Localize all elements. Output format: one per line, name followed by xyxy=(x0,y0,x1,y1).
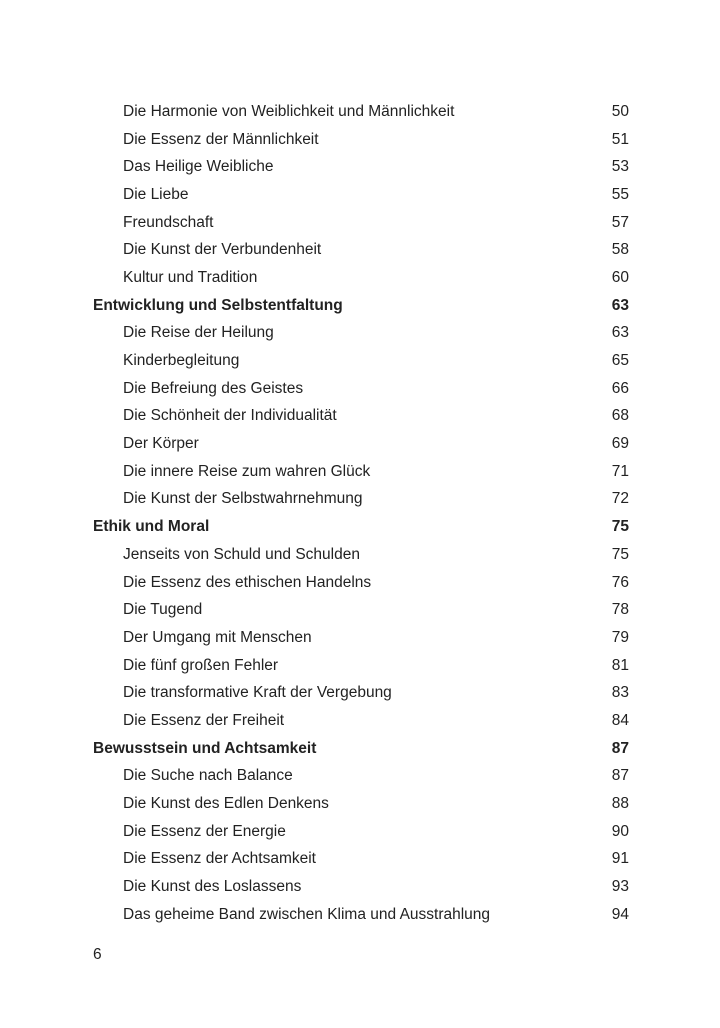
toc-entry[interactable] xyxy=(93,430,629,458)
toc-section-entry[interactable] xyxy=(93,735,629,763)
toc-entry-title: Entwicklung und Selbstentfaltung xyxy=(93,296,343,314)
toc-entry-page: 75 xyxy=(611,518,629,536)
toc-entry[interactable] xyxy=(93,652,629,680)
toc-entry-title: Die Suche nach Balance xyxy=(123,767,293,785)
toc-entry-title: Die Reise der Heilung xyxy=(123,324,274,342)
toc-entry[interactable] xyxy=(93,458,629,486)
toc-entry[interactable] xyxy=(93,320,629,348)
toc-entry-page: 94 xyxy=(611,905,629,923)
toc-entry-title: Die Kunst der Verbundenheit xyxy=(123,241,322,259)
toc-entry-page: 87 xyxy=(611,767,629,785)
toc-entry[interactable] xyxy=(93,873,629,901)
toc-entry-page: 87 xyxy=(611,739,629,757)
toc-entry-page: 68 xyxy=(611,407,629,425)
toc-entry[interactable] xyxy=(93,181,629,209)
toc-entry-page: 78 xyxy=(611,601,629,619)
toc-entry[interactable] xyxy=(93,347,629,375)
toc-entry[interactable] xyxy=(93,98,629,126)
toc-entry-page: 50 xyxy=(611,102,629,120)
toc-entry-title: Die Harmonie von Weiblichkeit und Männlichkeit xyxy=(123,102,455,120)
toc-entry-page: 58 xyxy=(611,241,629,259)
toc-entry-title: Die Befreiung des Geistes xyxy=(123,379,304,397)
table-of-contents xyxy=(93,98,629,929)
toc-entry-title: Die Kunst der Selbstwahrnehmung xyxy=(123,490,363,508)
toc-entry-title: Kinderbegleitung xyxy=(123,352,240,370)
toc-entry[interactable] xyxy=(93,901,629,929)
toc-entry-title: Jenseits von Schuld und Schulden xyxy=(123,545,360,563)
toc-entry[interactable] xyxy=(93,541,629,569)
toc-entry-title: Das Heilige Weibliche xyxy=(123,158,274,176)
toc-entry[interactable] xyxy=(93,679,629,707)
toc-entry[interactable] xyxy=(93,596,629,624)
toc-entry-title: Die Essenz der Männlichkeit xyxy=(123,130,319,148)
toc-entry-title: Ethik und Moral xyxy=(93,518,210,536)
toc-entry-title: Die fünf großen Fehler xyxy=(123,656,279,674)
toc-entry-page: 57 xyxy=(611,213,629,231)
toc-entry[interactable] xyxy=(93,153,629,181)
toc-entry-page: 71 xyxy=(611,462,629,480)
toc-entry[interactable] xyxy=(93,707,629,735)
toc-entry-title: Die transformative Kraft der Vergebung xyxy=(123,684,392,702)
toc-entry[interactable] xyxy=(93,126,629,154)
toc-entry[interactable] xyxy=(93,486,629,514)
toc-entry-page: 76 xyxy=(611,573,629,591)
toc-entry-title: Der Körper xyxy=(123,435,199,453)
toc-entry-page: 51 xyxy=(611,130,629,148)
toc-entry-page: 93 xyxy=(611,878,629,896)
toc-entry-title: Die Essenz des ethischen Handelns xyxy=(123,573,372,591)
toc-entry-title: Die Tugend xyxy=(123,601,203,619)
toc-entry-title: Die Kunst des Loslassens xyxy=(123,878,302,896)
toc-entry-title: Die Essenz der Achtsamkeit xyxy=(123,850,316,868)
toc-entry[interactable] xyxy=(93,569,629,597)
toc-section-entry[interactable] xyxy=(93,292,629,320)
toc-entry[interactable] xyxy=(93,818,629,846)
toc-entry[interactable] xyxy=(93,209,629,237)
toc-entry-title: Die innere Reise zum wahren Glück xyxy=(123,462,371,480)
toc-entry-title: Die Schönheit der Individualität xyxy=(123,407,337,425)
toc-entry-title: Die Liebe xyxy=(123,185,189,203)
toc-entry-title: Kultur und Tradition xyxy=(123,268,258,286)
toc-entry-page: 75 xyxy=(611,545,629,563)
toc-entry-page: 91 xyxy=(611,850,629,868)
toc-entry-page: 65 xyxy=(611,352,629,370)
toc-entry-page: 79 xyxy=(611,628,629,646)
toc-entry-title: Freundschaft xyxy=(123,213,214,231)
toc-entry[interactable] xyxy=(93,624,629,652)
toc-entry-page: 69 xyxy=(611,435,629,453)
toc-entry-title: Der Umgang mit Menschen xyxy=(123,628,312,646)
toc-entry[interactable] xyxy=(93,403,629,431)
toc-entry-page: 83 xyxy=(611,684,629,702)
toc-entry[interactable] xyxy=(93,846,629,874)
toc-entry-page: 63 xyxy=(611,324,629,342)
toc-entry-page: 66 xyxy=(611,379,629,397)
toc-entry-page: 72 xyxy=(611,490,629,508)
toc-entry-title: Die Essenz der Energie xyxy=(123,822,286,840)
toc-entry[interactable] xyxy=(93,264,629,292)
toc-entry-page: 81 xyxy=(611,656,629,674)
page-number: 6 xyxy=(93,946,102,963)
toc-entry-title: Die Kunst des Edlen Denkens xyxy=(123,795,329,813)
toc-entry-page: 84 xyxy=(611,711,629,729)
toc-section-entry[interactable] xyxy=(93,513,629,541)
toc-entry-page: 90 xyxy=(611,822,629,840)
toc-entry-page: 60 xyxy=(611,268,629,286)
toc-entry[interactable] xyxy=(93,375,629,403)
toc-entry[interactable] xyxy=(93,763,629,791)
toc-entry-title: Das geheime Band zwischen Klima und Ausstrahlung xyxy=(123,905,491,923)
toc-entry-page: 88 xyxy=(611,795,629,813)
toc-entry[interactable] xyxy=(93,790,629,818)
toc-entry-page: 53 xyxy=(611,158,629,176)
toc-entry-page: 55 xyxy=(611,185,629,203)
toc-entry[interactable] xyxy=(93,236,629,264)
toc-entry-title: Bewusstsein und Achtsamkeit xyxy=(93,739,317,757)
toc-entry-page: 63 xyxy=(611,296,629,314)
toc-entry-title: Die Essenz der Freiheit xyxy=(123,711,285,729)
